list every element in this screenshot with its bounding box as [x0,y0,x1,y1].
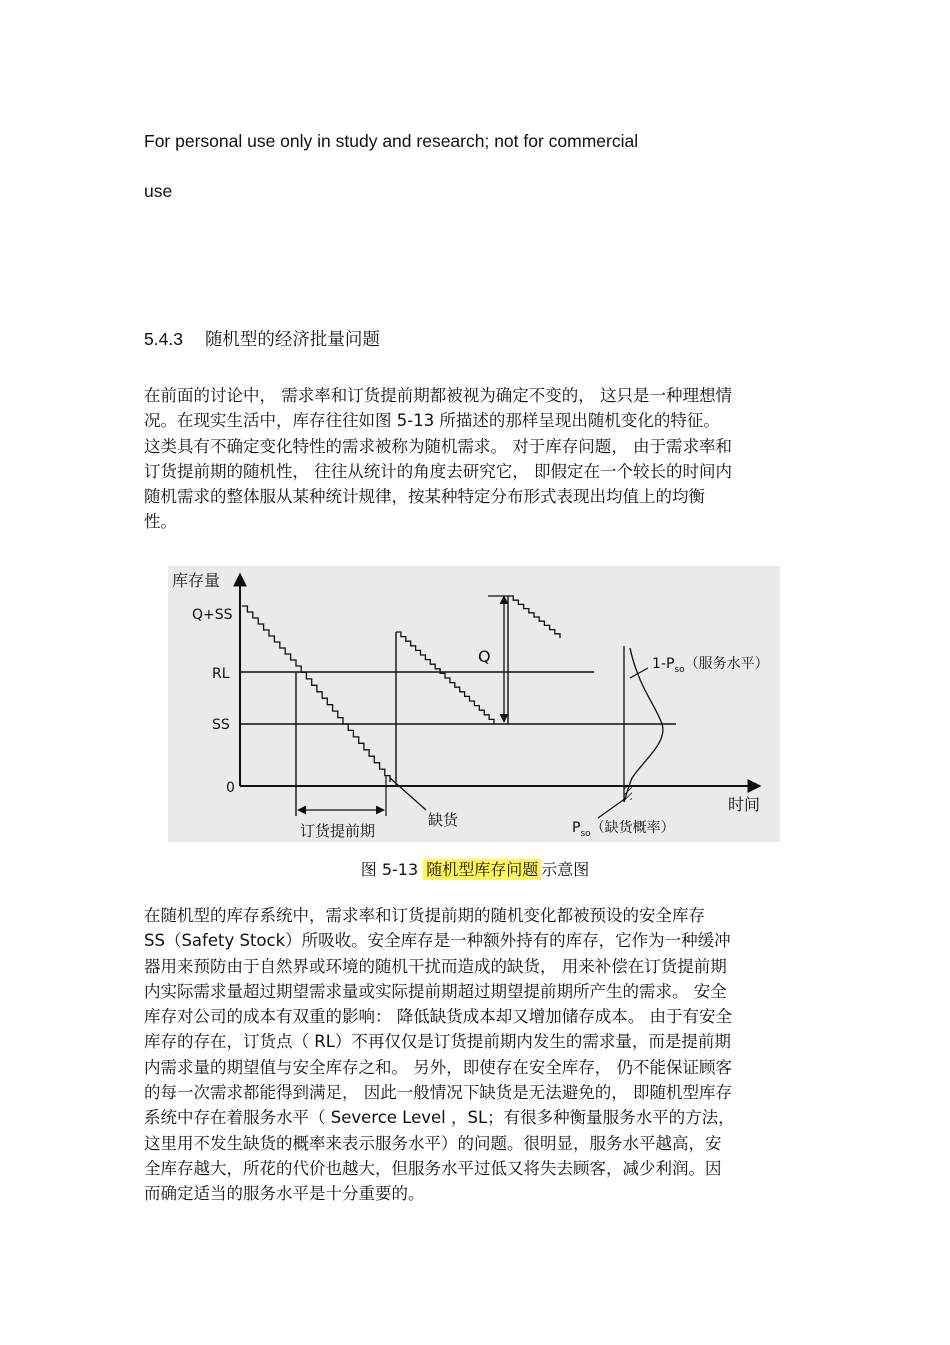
paragraph-line: 的每一次需求都能得到满足， 因此一般情况下缺货是无法避免的， 即随机型库存 [144,1083,732,1103]
service-level-suffix: （服务水平） [684,656,769,672]
section-number: 5.4.3 [144,329,183,349]
inventory-diagram-svg [168,566,780,842]
paragraph-line: 在随机型的库存系统中，需求率和订货提前期的随机变化都被预设的安全库存 [144,906,705,925]
paragraph-line: 这里用不发生缺货的概率来表示服务水平）的问题。很明显，服务水平越高，安 [144,1133,722,1153]
paragraph-line: 库存的存在，订货点（ RL）不再仅仅是订货提前期内发生的需求量，而是提前期 [144,1032,731,1052]
caption-prefix: 图 5-13 [360,860,419,879]
paragraph-line: 而确定适当的服务水平是十分重要的。 [144,1184,425,1204]
q-label: Q [478,647,491,666]
service-level-label [652,655,769,675]
caption-highlight: 随机型库存问题 [423,859,541,880]
stockout-label: 缺货 [428,811,459,829]
paragraph-line: 况。在现实生活中，库存往往如图 5-13 所描述的那样呈现出随机变化的特征。 [144,411,720,431]
paragraph-line: 内实际需求量超过期望需求量或实际提前期超过期望提前期所产生的需求。 安全 [144,981,727,1001]
stockout-probability-subscript: so [580,829,591,839]
inventory-cycle-1 [242,606,390,782]
stockout-pointer [390,778,426,810]
paragraph-line: 订货提前期的随机性， 往往从统计的角度去研究它， 即假定在一个较长的时间内 [144,461,732,481]
lead-time-label: 订货提前期 [300,822,376,840]
figure-caption [0,857,950,880]
stockout-probability-label [572,819,675,839]
paragraph-line: 器用来预防由于自然界或环境的随机干扰而造成的缺货， 用来补偿在订货提前期 [144,956,727,976]
tick-rl: RL [212,666,230,682]
paragraph-line: 在前面的讨论中， 需求率和订货提前期都被视为确定不变的， 这只是一种理想情 [144,386,732,405]
paragraph-line: 系统中存在着服务水平（ Severce Level ，SL；有很多种衡量服务水平的方法， [144,1108,735,1128]
paragraph-line: 全库存越大，所花的代价也越大，但服务水平过低又将失去顾客，减少利润。因 [144,1158,722,1178]
caption-suffix: 示意图 [541,860,590,879]
stockout-probability-pointer [598,798,626,818]
copyright-notice-line-1: For personal use only in study and research; not for commercial [144,131,639,151]
paragraph-line: 性。 [144,512,177,532]
paragraph-line: 内需求量的期望值与安全库存之和。 另外，即使存在安全库存， 仍不能保证顾客 [144,1057,732,1077]
inventory-cycle-3 [508,596,560,638]
paragraph-intro [144,383,809,535]
service-level-subscript: so [674,665,685,675]
x-axis-label: 时间 [728,795,761,814]
copyright-notice-line-2: use [144,181,173,201]
paragraph-line: 随机需求的整体服从某种统计规律，按某种特定分布形式表现出均值上的均衡 [144,487,705,507]
section-title: 随机型的经济批量问题 [204,330,380,350]
stockout-probability-suffix: （缺货概率） [590,820,675,836]
y-axis-label: 库存量 [172,571,221,590]
paragraph-line: SS（Safety Stock）所吸收。安全库存是一种额外持有的库存，它作为一种缓冲 [144,931,731,951]
inventory-cycle-2 [396,632,494,724]
tick-ss: SS [212,717,230,733]
service-level-text: 1-P [652,656,675,672]
tick-zero: 0 [226,780,235,796]
paragraph-line: 这类具有不确定变化特性的需求被称为随机需求。 对于库存问题， 由于需求率和 [144,436,732,456]
tick-q-plus-ss: Q+SS [192,607,233,623]
paragraph-safety-stock [144,903,809,1207]
section-heading [144,326,380,351]
paragraph-line: 库存对公司的成本有双重的影响： 降低缺货成本却又增加储存成本。 由于有安全 [144,1007,732,1027]
stockout-probability-text: P [572,820,581,836]
inventory-diagram [168,566,780,842]
